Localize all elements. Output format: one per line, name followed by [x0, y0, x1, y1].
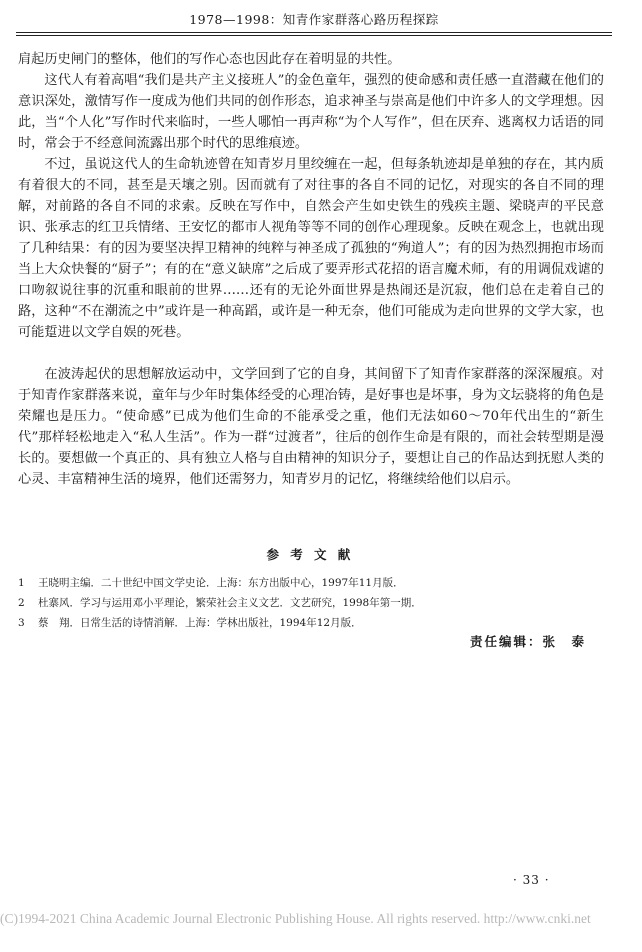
- reference-text: 蔡 翔．日常生活的诗情消解．上海：学林出版社，1994年12月版．: [38, 617, 362, 629]
- reference-item: [18, 573, 604, 593]
- reference-text: 杜寨风．学习与运用邓小平理论，繁荣社会主义文艺．文艺研究，1998年第一期．: [38, 597, 422, 609]
- reference-item: [18, 613, 604, 633]
- header-rule-thick: [16, 32, 612, 33]
- reference-number: 3: [18, 617, 25, 629]
- reference-item: [18, 593, 604, 613]
- paragraph-conclusion: 在波涛起伏的思想解放运动中，文学回到了它的自身，其间留下了知青作家群落的深深履痕。对于知青作家群落来说，童年与少年时集体经受的心理冶铸，是好事也是坏事，身为文坛骁将的角色是荣耀也是压力。“使命感”已成为他们生命的不能承受之重，他们无法如60～70年代出生的“新生代”那样轻松地走入“私人生活”。作为一群“过渡者”，往后的创作生命是有限的，而社会转型期是漫长的。要想做一个真正的、具有独立人格与自由精神的知识分子，要想让自己的作品达到抚慰人类的心灵、丰富精神生活的境界，他们还需努力，知青岁月的记忆，将继续给他们以启示。: [18, 367, 604, 487]
- article-body: [18, 49, 604, 490]
- copyright-watermark: (C)1994-2021 China Academic Journal Electronic Publishing House. All rights reserved. http://www.cnki.net: [0, 911, 591, 926]
- reference-text: 王晓明主编．二十世纪中国文学史论．上海：东方出版中心，1997年11月版．: [38, 577, 404, 589]
- page-number: · 33 ·: [513, 873, 550, 887]
- references-list: [18, 573, 604, 633]
- paragraph: 这代人有着高唱“我们是共产主义接班人”的金色童年，强烈的使命感和责任感一直潜藏在他们的意识深处，激情写作一度成为他们共同的创作形态，追求神圣与崇高是他们中许多人的文学理想。因此，当“个人化”写作时代来临时，一些人哪怕一再声称“为个人写作”，但在厌弃、逃离权力话语的同时，常会于不经意间流露出那个时代的思维痕迹。: [18, 73, 604, 151]
- paragraph-continuation: 肩起历史闸门的整体，他们的写作心态也因此存在着明显的共性。: [18, 52, 401, 67]
- reference-number: 2: [18, 597, 25, 609]
- references-title: 参考文献: [266, 547, 362, 562]
- paragraph: 不过，虽说这代人的生命轨迹曾在知青岁月里绞缠在一起，但每条轨迹却是单独的存在，其内质有着很大的不同，甚至是天壤之别。因而就有了对往事的各自不同的记忆，对现实的各自不同的理解，对前路的各自不同的求索。反映在写作中，自然会产生如史铁生的残疾主题、梁晓声的平民意识、张承志的红卫兵情绪、王安忆的都市人视角等等不同的创作心理现象。反映在观念上，也就出现了几种结果：有的因为要坚决捍卫精神的纯粹与神圣成了孤独的“殉道人”；有的因为热烈拥抱市场而当上大众快餐的“厨子”；有的在“意义缺席”之后成了要弄形式花招的语言魔术师，有的用调侃戏谑的口吻叙说往事的沉重和眼前的世界……还有的无论外面世界是热闹还是沉寂，他们总在走着自己的路，这种“不在潮流之中”或许是一种高蹈，或许是一种无奈，他们可能成为走向世界的文学大家，也可能踅进以文学自娱的死巷。: [18, 157, 604, 340]
- reference-number: 1: [18, 577, 25, 589]
- responsible-editor: 责任编辑：张 泰: [469, 634, 586, 649]
- header-rule-thin: [16, 35, 612, 36]
- running-header: 1978—1998：知青作家群落心路历程探踪: [189, 12, 439, 27]
